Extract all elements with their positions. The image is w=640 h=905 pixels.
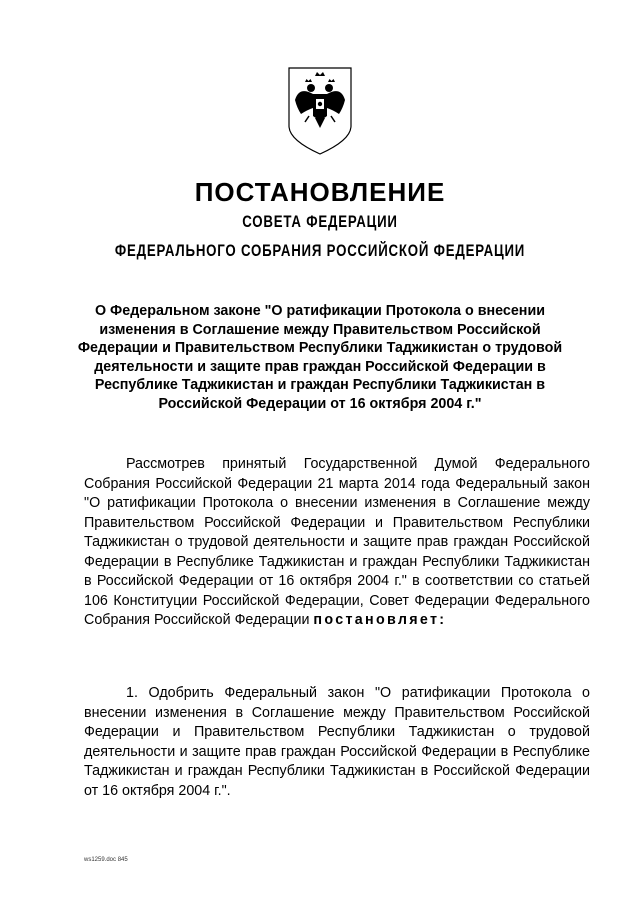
file-reference: ws1259.doc 845: [84, 857, 128, 863]
issuer-line-1: СОВЕТА ФЕДЕРАЦИИ: [242, 212, 398, 231]
issuer-line-2: ФЕДЕРАЛЬНОГО СОБРАНИЯ РОССИЙСКОЙ ФЕДЕРАЦИИ: [114, 241, 526, 260]
resolution-item-1: 1. Одобрить Федеральный закон "О ратификации Протокола о внесении изменения в Соглашение между Правительством Российской Федерации и Правительством Республики Таджикистан о трудовой деятельности и защите прав граждан Российской Федерации в Республике Таджикистан и граждан Республики Таджикистан в Российской Федерации от 16 октября 2004 г.".: [84, 685, 590, 799]
coat-of-arms-icon: [285, 64, 355, 156]
preamble-paragraph: [84, 455, 590, 631]
document-title: ПОСТАНОВЛЕНИЕ: [194, 177, 446, 207]
document-subject: О Федеральном законе "О ратификации Протокола о внесении изменения в Соглашение между Правительством Российской Федерации и Правительством Республики Таджикистан о трудовой деятельности и защите прав граждан Российской Федерации в Республике Таджикистан и граждан Республики Таджикистан в Российской Федерации от 16 октября 2004 г.": [77, 303, 563, 412]
resolves-keyword: постановляет:: [313, 612, 447, 628]
preamble-text: Рассмотрев принятый Государственной Думой Федерального Собрания Российской Федерации 21 марта 2014 года Федеральный закон "О ратификации Протокола о внесении изменения в Соглашение между Правительством Российской Федерации и Правительством Республики Таджикистан о трудовой деятельности и защите прав граждан Российской Федерации в Республике Таджикистан и граждан Республики Таджикистан в Российской Федерации от 16 октября 2004 г." в соответствии со статьей 106 Конституции Российской Федерации, Совет Федерации Федерального Собрания Российской Федерации: [84, 456, 590, 628]
